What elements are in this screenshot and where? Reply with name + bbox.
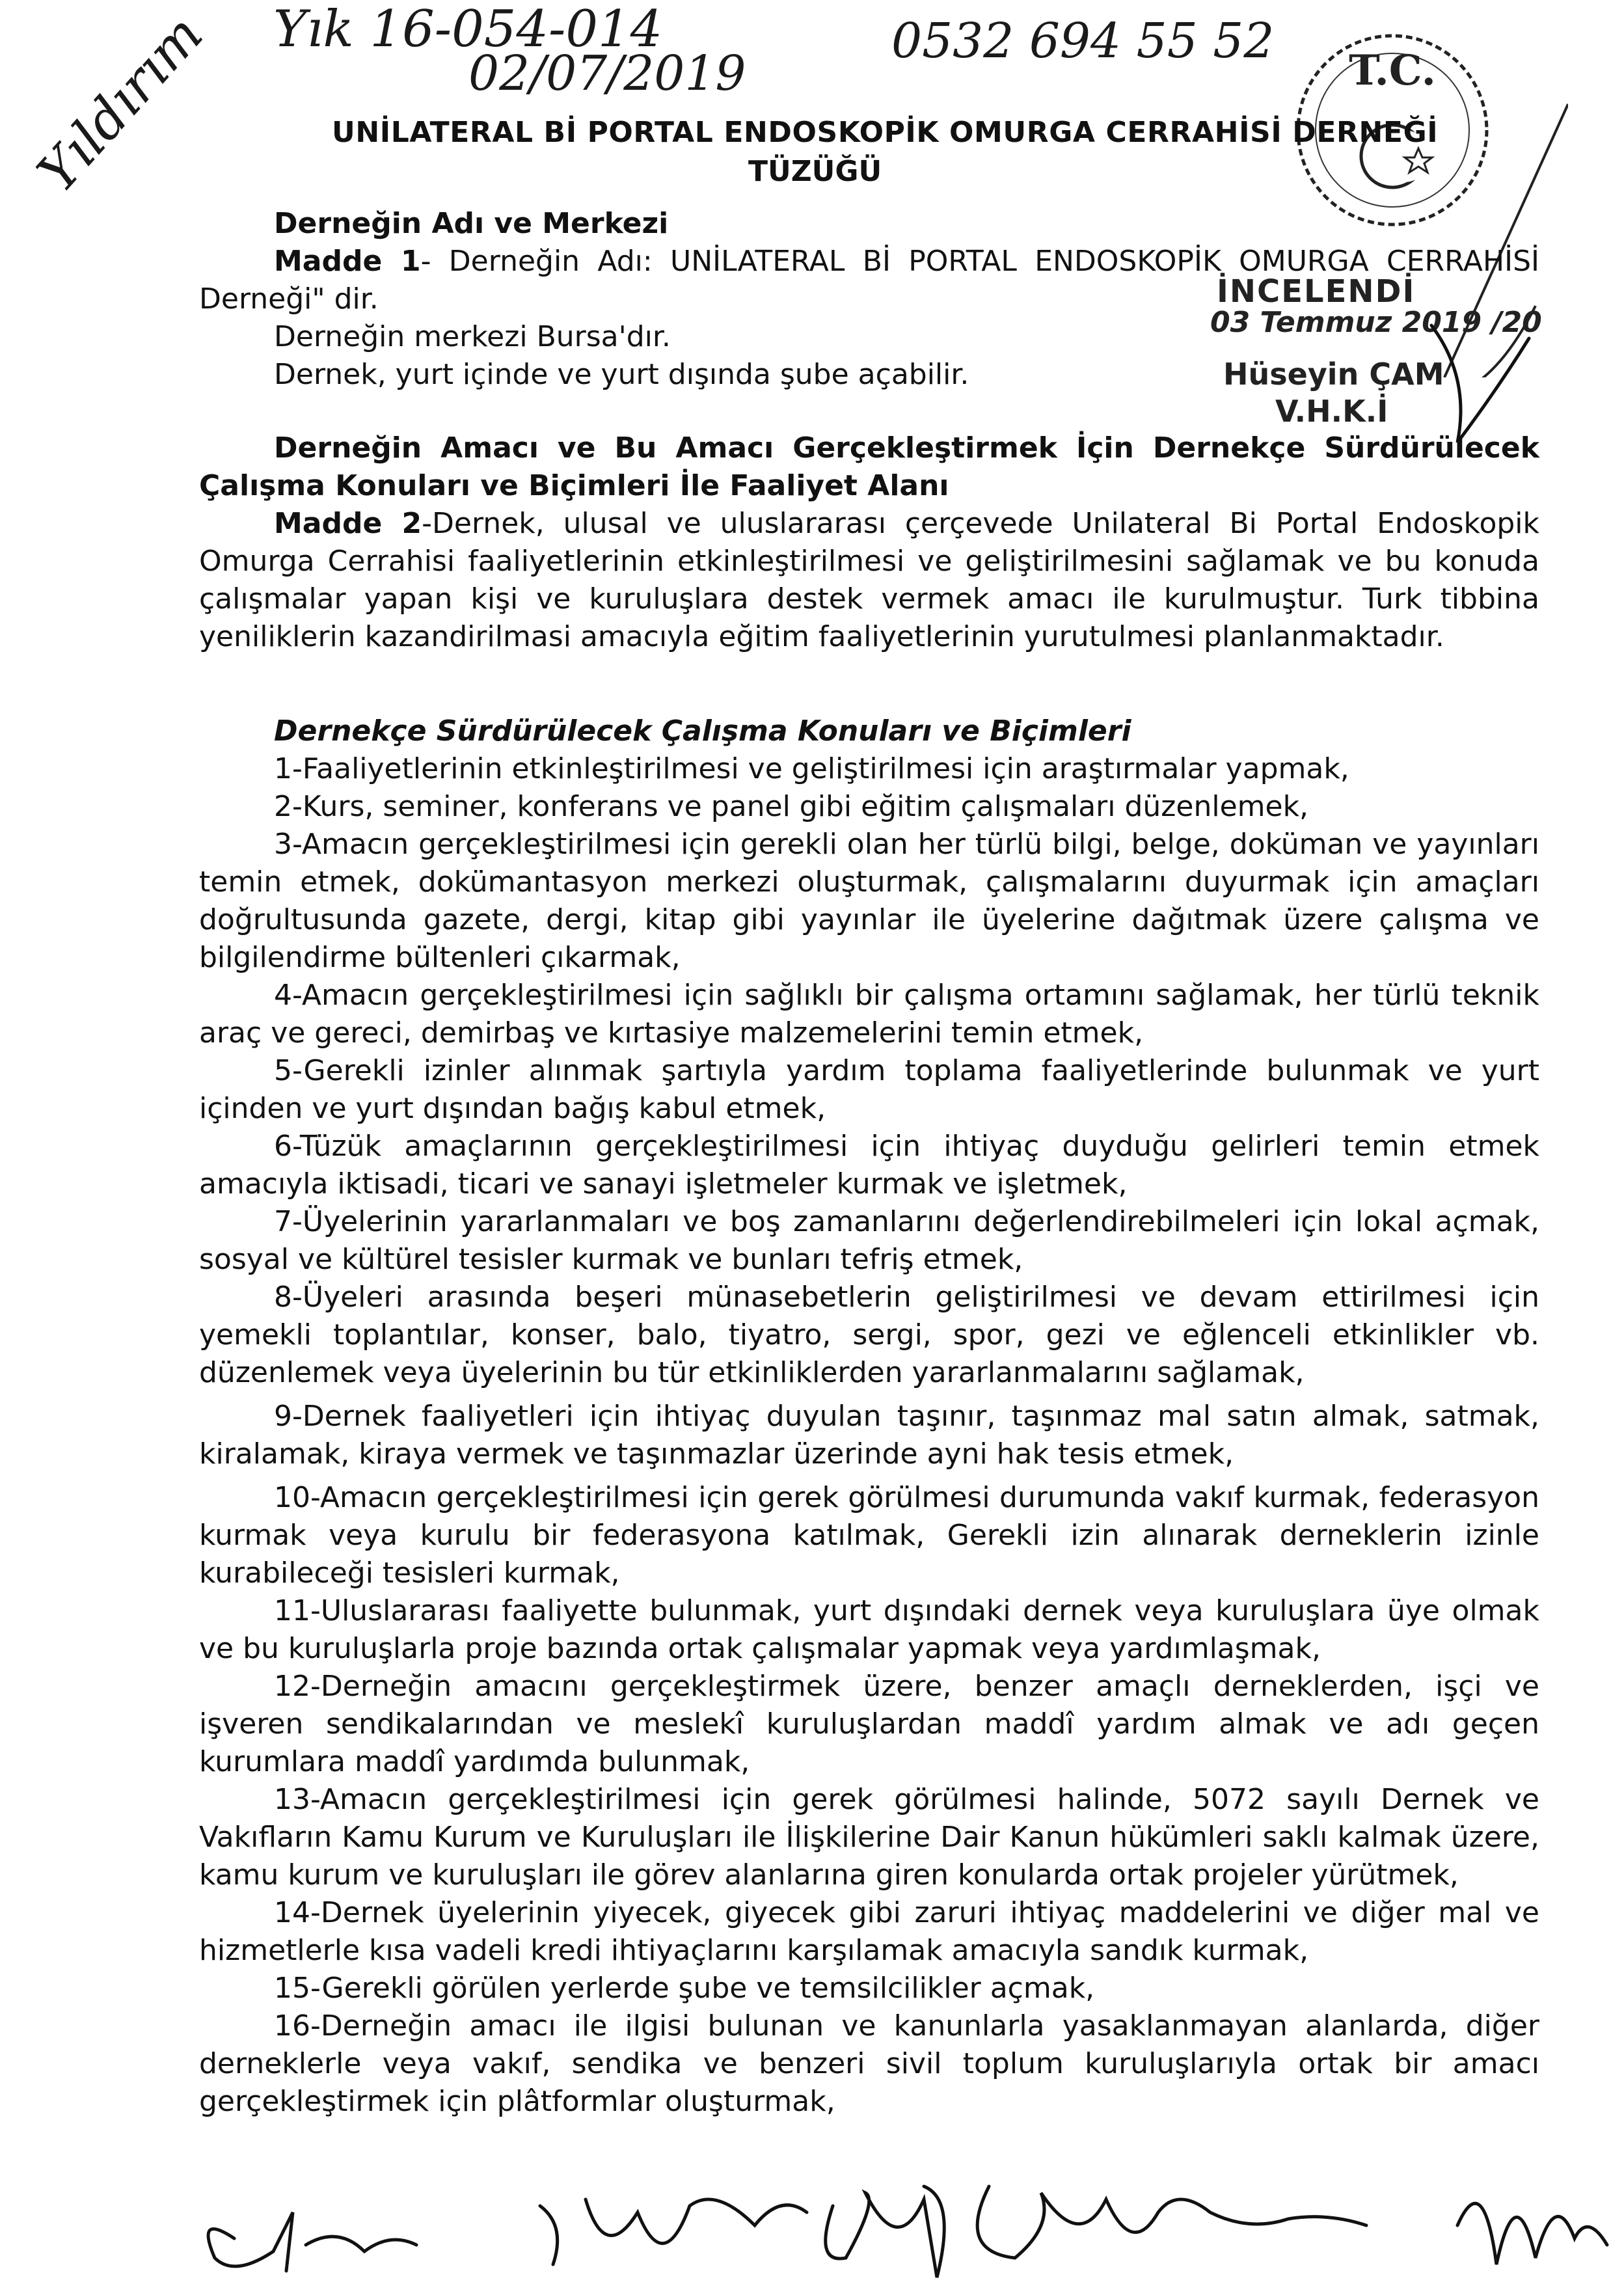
handwritten-date: 02/07/2019 (468, 46, 746, 102)
section-heading: Derneğin Adı ve Merkezi (274, 207, 669, 240)
stamp-official-title: V.H.K.İ (1275, 394, 1388, 429)
list-item: 12-Derneğin amacını gerçekleştirmek üzere, benzer amaçlı derneklerden, işçi ve işveren sendikalarından ve meslekî kuruluşlardan maddî yardım almak ve adı geçen kurumlara maddî yardımda bulunmak, (199, 1670, 1539, 1778)
list-item: 10-Amacın gerçekleştirilmesi için gerek görülmesi durumunda vakıf kurmak, federasyon kurmak veya kurulu bir federasyona katılmak, Gerekli izin alınarak derneklerin izinle kurabileceği tesisleri kurmak, (199, 1481, 1539, 1590)
association-center: Derneğin merkezi Bursa'dır. (274, 320, 671, 353)
article-label: Madde 1 (274, 245, 421, 278)
section-activities (199, 713, 1539, 2121)
article-text: - Derneğin Adı: UNİLATERAL Bİ PORTAL ENDOSKOPİK OMURGA CERRAHİSİ Derneği" dir. (199, 245, 1539, 316)
article-label: Madde 2 (274, 507, 422, 540)
list-item: 3-Amacın gerçekleştirilmesi için gerekli olan her türlü bilgi, belge, doküman ve yayınları temin etmek, dokümantasyon merkezi oluşturmak, çalışmalarını duyurmak için amaçları doğrultusunda gazete, dergi, kitap gibi yayınlar ile üyelerine dağıtmak üzere çalışma ve bilgilendirme bültenleri çıkarmak, (199, 828, 1539, 974)
list-item: 1-Faaliyetlerinin etkinleştirilmesi ve geliştirilmesi için araştırmalar yapmak, (274, 752, 1349, 785)
list-item: 5-Gerekli izinler alınmak şartıyla yardım toplama faaliyetlerinde bulunmak ve yurt içinden ve yurt dışından bağış kabul etmek, (199, 1054, 1539, 1125)
handwritten-reference-number: Yık 16-054-014 (273, 0, 663, 59)
article-text: -Dernek, ulusal ve uluslararası çerçevede Unilateral Bi Portal Endoskopik Omurga Cerrahisi faaliyetlerinin etkinleştirilmesi ve geliştirilmesini sağlamak ve bu konuda çalışmalar yapan kişi ve kuruluşlara destek vermek amacı ile kurulmuştur. Turk tibbina yeniliklerin kazandirilmasi amacıyla eğitim faaliyetlerinin yurutulmesi planlanmaktadır. (199, 507, 1540, 653)
signature-2 (540, 2199, 807, 2264)
stamp-official-name: Hüseyin ÇAM (1223, 357, 1444, 392)
list-item: 6-Tüzük amaçlarının gerçekleştirilmesi için ihtiyaç duyduğu gelirleri temin etmek amacıyla iktisadi, ticari ve sanayi işletmeler kurmak ve işletmek, (199, 1130, 1539, 1201)
list-item: 14-Dernek üyelerinin yiyecek, giyecek gibi zaruri ihtiyaç maddelerini ve diğer mal ve hizmetlerle kısa vadeli kredi ihtiyaçlarını karşılamak amacıyla sandık kurmak, (199, 1896, 1539, 1967)
signature-4 (977, 2186, 1366, 2258)
handwritten-name: Yıldırım (26, 3, 215, 204)
article-1 (199, 243, 1539, 318)
section-heading: Dernekçe Sürdürülecek Çalışma Konuları ve Biçimleri (274, 714, 1131, 748)
document-subtitle: TÜZÜĞÜ (748, 155, 882, 188)
list-item: 2-Kurs, seminer, konferans ve panel gibi eğitim çalışmaları düzenlemek, (274, 790, 1309, 823)
association-branches: Dernek, yurt içinde ve yurt dışında şube açabilir. (274, 358, 969, 391)
section-purpose (199, 429, 1539, 656)
stamp-status: İNCELENDİ (1217, 273, 1416, 310)
list-item: 16-Derneğin amacı ile ilgisi bulunan ve kanunlarla yasaklanmayan alanlarda, diğer derneklerle veya vakıf, sendika ve benzeri sivil toplum kuruluşlarıyla ortak bir amacı gerçekleştirmek için plâtformlar oluşturmak, (199, 2009, 1539, 2118)
list-item: 11-Uluslararası faaliyette bulunmak, yurt dışındaki dernek veya kuruluşlara üye olmak ve bu kuruluşlarla proje bazında ortak çalışmalar yapmak veya yardımlaşmak, (199, 1594, 1539, 1665)
signature-1 (208, 2212, 416, 2271)
list-item: 4-Amacın gerçekleştirilmesi için sağlıklı bir çalışma ortamını sağlamak, her türlü teknik araç ve gereci, demirbaş ve kırtasiye malzemelerini temin etmek, (199, 979, 1539, 1050)
list-item: 7-Üyelerinin yararlanmaları ve boş zamanlarını değerlendirebilmeleri için lokal açmak, sosyal ve kültürel tesisler kurmak ve bunları tefriş etmek, (199, 1205, 1539, 1276)
section-name-and-center (199, 205, 1539, 394)
list-item: 15-Gerekli görülen yerlerde şube ve temsilcilikler açmak, (274, 1972, 1095, 2005)
document-title: UNİLATERAL Bİ PORTAL ENDOSKOPİK OMURGA CERRAHİSİ DERNEĞİ (332, 116, 1439, 149)
stamp-date: 03 Temmuz 2019 /20 (1210, 306, 1542, 339)
list-item: 9-Dernek faaliyetleri için ihtiyaç duyulan taşınır, taşınmaz mal satın almak, satmak, kiralamak, kiraya vermek ve taşınmazlar üzerinde ayni hak tesis etmek, (199, 1400, 1539, 1471)
handwritten-phone-number: 0532 694 55 52 (891, 13, 1275, 69)
stamp-emblem-text: T.C. (1349, 46, 1436, 95)
signature-5 (1457, 2203, 1607, 2264)
article-2 (199, 505, 1539, 656)
signature-3 (826, 2186, 945, 2277)
section-heading: Derneğin Amacı ve Bu Amacı Gerçekleştirmek İçin Dernekçe Sürdürülecek Çalışma Konuları ve Biçimleri İle Faaliyet Alanı (199, 431, 1539, 502)
list-item: 8-Üyeleri arasında beşeri münasebetlerin geliştirilmesi ve devam ettirilmesi için yemekli toplantılar, konser, balo, tiyatro, sergi, spor, gezi ve eğlenceli etkinlikler vb. düzenlemek veya üyelerinin bu tür etkinliklerden yararlanmalarını sağlamak, (199, 1281, 1539, 1389)
list-item: 13-Amacın gerçekleştirilmesi için gerek görülmesi halinde, 5072 sayılı Dernek ve Vakıfların Kamu Kurum ve Kuruluşları ile İlişkilerine Dair Kanun hükümleri saklı kalmak üzere, kamu kurum ve kuruluşları ile görev alanlarına giren konularda ortak projeler yürütmek, (199, 1783, 1539, 1892)
